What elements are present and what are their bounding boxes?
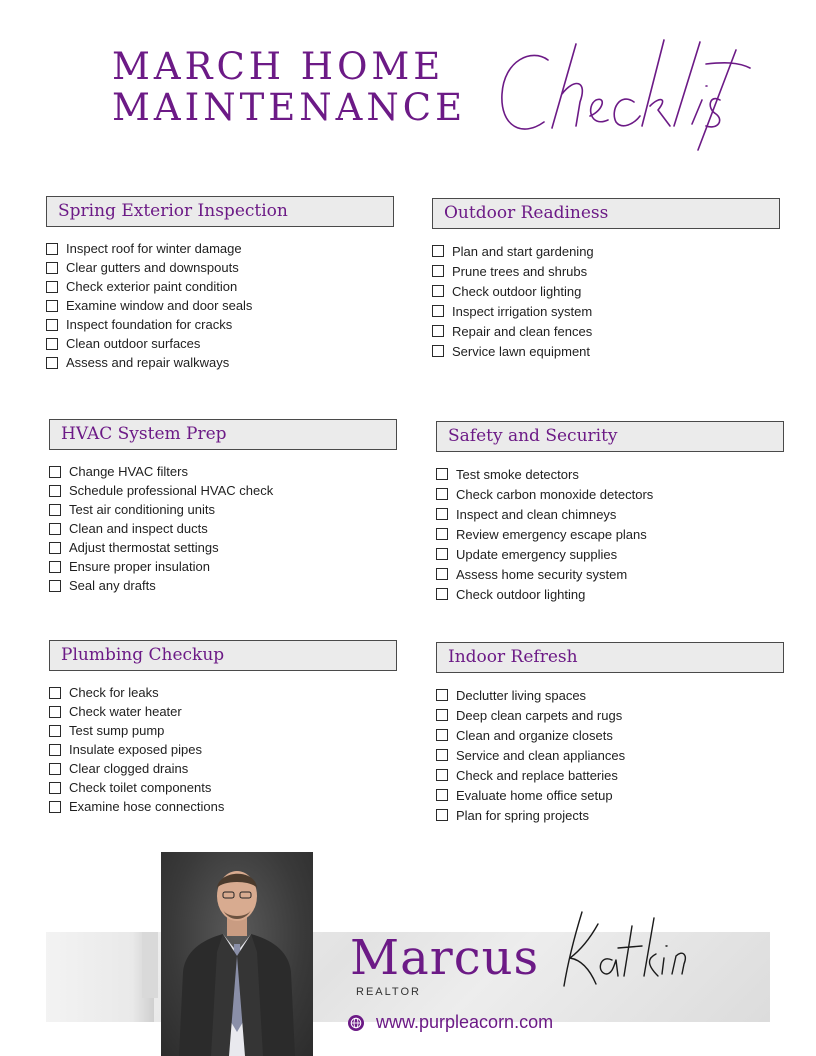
- checklist: [436, 685, 784, 825]
- agent-script-surname: [556, 904, 700, 992]
- page-title: [112, 46, 466, 128]
- checkbox[interactable]: [49, 763, 61, 775]
- website-row[interactable]: [348, 1012, 553, 1033]
- section-header: HVAC System Prep: [49, 419, 397, 450]
- checkbox[interactable]: [49, 782, 61, 794]
- checklist: [49, 683, 397, 816]
- checklist-item[interactable]: [49, 778, 397, 797]
- checklist-item[interactable]: [46, 239, 394, 258]
- checkbox[interactable]: [432, 305, 444, 317]
- footer-wall-image: [46, 932, 154, 1022]
- checkbox[interactable]: [46, 338, 58, 350]
- checkbox[interactable]: [436, 508, 448, 520]
- item-label: Prune trees and shrubs: [452, 263, 588, 279]
- item-label: Check toilet components: [69, 780, 212, 795]
- item-label: Test sump pump: [69, 723, 165, 738]
- item-label: Test smoke detectors: [456, 466, 579, 482]
- checklist-item[interactable]: [46, 315, 394, 334]
- checkbox[interactable]: [436, 789, 448, 801]
- checkbox[interactable]: [49, 485, 61, 497]
- footer-wall-edge: [142, 932, 158, 998]
- checkbox[interactable]: [46, 281, 58, 293]
- item-label: Examine window and door seals: [66, 298, 253, 313]
- checkbox[interactable]: [432, 285, 444, 297]
- script-title-checklist: [492, 30, 756, 158]
- checkbox[interactable]: [49, 706, 61, 718]
- item-label: Clear gutters and downspouts: [66, 260, 239, 275]
- checkbox[interactable]: [49, 523, 61, 535]
- item-label: Plan and start gardening: [452, 243, 594, 259]
- checklist-item[interactable]: [49, 740, 397, 759]
- agent-name: Marcus: [350, 930, 540, 986]
- checkbox[interactable]: [436, 709, 448, 721]
- checklist-item[interactable]: [49, 721, 397, 740]
- checkbox[interactable]: [49, 542, 61, 554]
- checklist-item[interactable]: [436, 705, 784, 725]
- checklist: [46, 239, 394, 372]
- checklist-item[interactable]: [436, 484, 784, 504]
- item-label: Review emergency escape plans: [456, 526, 647, 542]
- checklist-item[interactable]: [436, 464, 784, 484]
- checklist-item[interactable]: [46, 334, 394, 353]
- item-label: Deep clean carpets and rugs: [456, 707, 623, 723]
- globe-icon: [348, 1015, 364, 1031]
- item-label: Assess and repair walkways: [66, 355, 230, 370]
- checklist-item[interactable]: [49, 576, 397, 595]
- agent-photo: [161, 852, 313, 1056]
- item-label: Inspect and clean chimneys: [456, 506, 617, 522]
- item-label: Check for leaks: [69, 685, 159, 700]
- checkbox[interactable]: [46, 243, 58, 255]
- checklist-item[interactable]: [436, 564, 784, 584]
- checklist-item[interactable]: [436, 765, 784, 785]
- item-label: Clean and inspect ducts: [69, 521, 208, 536]
- checkbox[interactable]: [436, 468, 448, 480]
- checkbox[interactable]: [49, 580, 61, 592]
- item-label: Check outdoor lighting: [452, 283, 582, 299]
- checkbox[interactable]: [49, 744, 61, 756]
- item-label: Declutter living spaces: [456, 687, 587, 703]
- section-outdoor-readiness: [432, 198, 780, 361]
- item-label: Clean and organize closets: [456, 727, 613, 743]
- checklist-item[interactable]: [46, 277, 394, 296]
- item-label: Assess home security system: [456, 566, 628, 582]
- checkbox[interactable]: [432, 265, 444, 277]
- website-link[interactable]: www.purpleacorn.com: [376, 1012, 554, 1032]
- checkbox[interactable]: [46, 300, 58, 312]
- checklist-item[interactable]: [49, 500, 397, 519]
- item-label: Clear clogged drains: [69, 761, 189, 776]
- checklist-item[interactable]: [436, 685, 784, 705]
- checkbox[interactable]: [46, 357, 58, 369]
- item-label: Inspect foundation for cracks: [66, 317, 233, 332]
- item-label: Ensure proper insulation: [69, 559, 210, 574]
- checklist-item[interactable]: [49, 462, 397, 481]
- item-label: Service and clean appliances: [456, 747, 626, 763]
- checkbox[interactable]: [432, 245, 444, 257]
- checklist: [49, 462, 397, 595]
- checklist-item[interactable]: [432, 301, 780, 321]
- checklist-item[interactable]: [436, 544, 784, 564]
- item-label: Insulate exposed pipes: [69, 742, 202, 757]
- checklist-item[interactable]: [46, 296, 394, 315]
- item-label: Check and replace batteries: [456, 767, 618, 783]
- checklist-item[interactable]: [432, 321, 780, 341]
- item-label: Examine hose connections: [69, 799, 225, 814]
- checklist-item[interactable]: [432, 261, 780, 281]
- checkbox[interactable]: [432, 345, 444, 357]
- item-label: Update emergency supplies: [456, 546, 618, 562]
- item-label: Test air conditioning units: [69, 502, 215, 517]
- checklist: [436, 464, 784, 604]
- title-line-2: MAINTENANCE: [112, 86, 467, 129]
- checklist-item[interactable]: [436, 805, 784, 825]
- section-header: Safety and Security: [436, 421, 784, 452]
- checklist-item[interactable]: [436, 785, 784, 805]
- section-spring-exterior: [46, 196, 394, 372]
- section-indoor-refresh: [436, 642, 784, 825]
- checkbox[interactable]: [436, 488, 448, 500]
- checkbox[interactable]: [436, 729, 448, 741]
- title-line-1: MARCH HOME: [112, 45, 445, 88]
- item-label: Service lawn equipment: [452, 343, 591, 359]
- checkbox[interactable]: [436, 749, 448, 761]
- item-label: Check exterior paint condition: [66, 279, 238, 294]
- item-label: Adjust thermostat settings: [69, 540, 219, 555]
- checkbox[interactable]: [46, 262, 58, 274]
- checkbox[interactable]: [436, 689, 448, 701]
- checklist-item[interactable]: [49, 797, 397, 816]
- checkbox[interactable]: [46, 319, 58, 331]
- checklist: [432, 241, 780, 361]
- item-label: Inspect roof for winter damage: [66, 241, 242, 256]
- item-label: Repair and clean fences: [452, 323, 593, 339]
- checkbox[interactable]: [436, 769, 448, 781]
- checklist-item[interactable]: [46, 353, 394, 372]
- item-label: Check outdoor lighting: [456, 586, 586, 602]
- item-label: Schedule professional HVAC check: [69, 483, 274, 498]
- checklist-item[interactable]: [432, 341, 780, 361]
- checkbox[interactable]: [436, 809, 448, 821]
- checkbox[interactable]: [432, 325, 444, 337]
- section-hvac: [49, 419, 397, 595]
- section-header: Outdoor Readiness: [432, 198, 780, 229]
- checkbox[interactable]: [49, 687, 61, 699]
- checkbox[interactable]: [49, 504, 61, 516]
- item-label: Check water heater: [69, 704, 182, 719]
- item-label: Plan for spring projects: [456, 807, 589, 823]
- agent-figure-icon: [161, 852, 313, 1056]
- item-label: Inspect irrigation system: [452, 303, 593, 319]
- checkbox[interactable]: [49, 561, 61, 573]
- checklist-item[interactable]: [436, 745, 784, 765]
- checklist-item[interactable]: [49, 481, 397, 500]
- checkbox[interactable]: [436, 548, 448, 560]
- checkbox[interactable]: [49, 725, 61, 737]
- section-header: Plumbing Checkup: [49, 640, 397, 671]
- checkbox[interactable]: [436, 528, 448, 540]
- checklist-item[interactable]: [436, 524, 784, 544]
- agent-role: REALTOR: [356, 986, 421, 998]
- section-plumbing: [49, 640, 397, 816]
- checkbox[interactable]: [436, 568, 448, 580]
- checklist-item[interactable]: [436, 725, 784, 745]
- checklist-item[interactable]: [432, 241, 780, 261]
- item-label: Check carbon monoxide detectors: [456, 486, 654, 502]
- item-label: Evaluate home office setup: [456, 787, 613, 803]
- section-safety-security: [436, 421, 784, 604]
- section-header: Indoor Refresh: [436, 642, 784, 673]
- checkbox[interactable]: [49, 801, 61, 813]
- checklist-item[interactable]: [49, 557, 397, 576]
- checklist-item[interactable]: [46, 258, 394, 277]
- item-label: Clean outdoor surfaces: [66, 336, 201, 351]
- checkbox[interactable]: [49, 466, 61, 478]
- checklist-item[interactable]: [49, 538, 397, 557]
- section-header: Spring Exterior Inspection: [46, 196, 394, 227]
- checklist-item[interactable]: [432, 281, 780, 301]
- checklist-item[interactable]: [436, 584, 784, 604]
- checklist-item[interactable]: [49, 519, 397, 538]
- item-label: Change HVAC filters: [69, 464, 188, 479]
- checklist-item[interactable]: [49, 759, 397, 778]
- item-label: Seal any drafts: [69, 578, 156, 593]
- checklist-item[interactable]: [49, 683, 397, 702]
- checkbox[interactable]: [436, 588, 448, 600]
- checklist-item[interactable]: [436, 504, 784, 524]
- checklist-item[interactable]: [49, 702, 397, 721]
